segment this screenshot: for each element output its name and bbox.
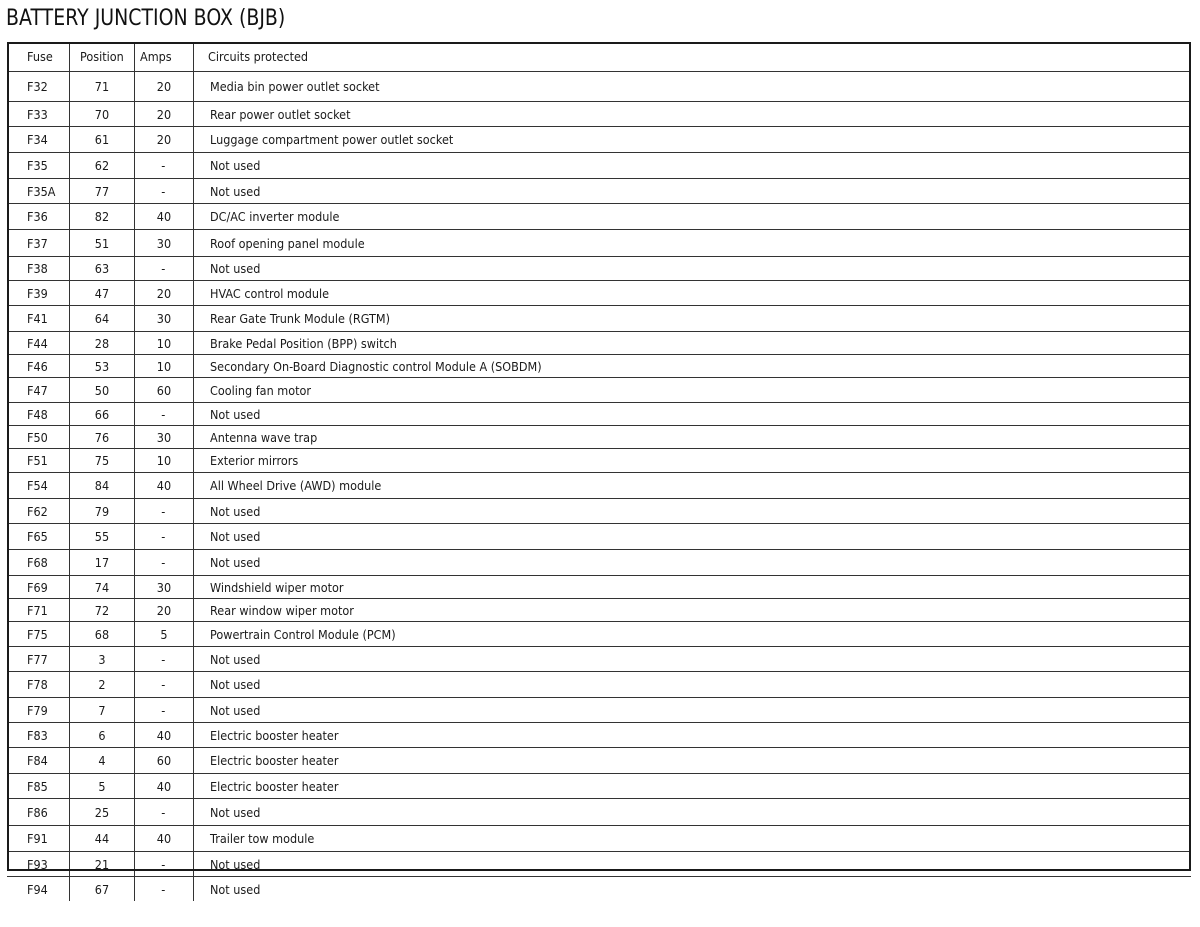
position-cell: 77 <box>69 179 134 204</box>
position-cell: 82 <box>69 204 134 230</box>
amps-cell: 10 <box>134 355 193 378</box>
fuse-cell: F35A <box>7 179 69 204</box>
circuit-cell: Secondary On-Board Diagnostic control Module A (SOBDM) <box>193 355 1191 378</box>
circuit-cell: All Wheel Drive (AWD) module <box>193 473 1191 499</box>
fuse-cell: F33 <box>7 102 69 127</box>
circuit-cell: Not used <box>193 257 1191 281</box>
circuit-cell: Antenna wave trap <box>193 426 1191 449</box>
amps-cell: - <box>134 852 193 877</box>
circuit-cell: Not used <box>193 550 1191 576</box>
fuse-cell: F93 <box>7 852 69 877</box>
column-header-circuits: Circuits protected <box>193 42 1191 72</box>
amps-cell: - <box>134 877 193 902</box>
amps-cell: - <box>134 524 193 550</box>
amps-cell: 30 <box>134 306 193 332</box>
table-border <box>7 42 1191 871</box>
circuit-cell: Roof opening panel module <box>193 230 1191 257</box>
position-cell: 4 <box>69 748 134 774</box>
circuit-cell: Electric booster heater <box>193 774 1191 799</box>
position-cell: 68 <box>69 622 134 647</box>
fuse-cell: F51 <box>7 449 69 473</box>
position-cell: 25 <box>69 799 134 826</box>
position-cell: 71 <box>69 72 134 102</box>
position-cell: 50 <box>69 378 134 403</box>
fuse-cell: F41 <box>7 306 69 332</box>
circuit-cell: Exterior mirrors <box>193 449 1191 473</box>
position-cell: 7 <box>69 698 134 723</box>
position-cell: 5 <box>69 774 134 799</box>
fuse-cell: F47 <box>7 378 69 403</box>
position-cell: 67 <box>69 877 134 902</box>
amps-cell: - <box>134 257 193 281</box>
fuse-cell: F86 <box>7 799 69 826</box>
amps-cell: 20 <box>134 281 193 306</box>
amps-cell: 20 <box>134 599 193 622</box>
fuse-cell: F36 <box>7 204 69 230</box>
circuit-cell: Trailer tow module <box>193 826 1191 852</box>
circuit-cell: Rear window wiper motor <box>193 599 1191 622</box>
fuse-cell: F91 <box>7 826 69 852</box>
position-cell: 62 <box>69 153 134 179</box>
circuit-cell: Electric booster heater <box>193 723 1191 748</box>
circuit-cell: Luggage compartment power outlet socket <box>193 127 1191 153</box>
circuit-cell: Not used <box>193 499 1191 524</box>
position-cell: 17 <box>69 550 134 576</box>
circuit-cell: Windshield wiper motor <box>193 576 1191 599</box>
amps-cell: 20 <box>134 127 193 153</box>
fuse-cell: F84 <box>7 748 69 774</box>
position-cell: 61 <box>69 127 134 153</box>
circuit-cell: Rear power outlet socket <box>193 102 1191 127</box>
amps-cell: 40 <box>134 204 193 230</box>
amps-cell: 60 <box>134 378 193 403</box>
position-cell: 75 <box>69 449 134 473</box>
amps-cell: 40 <box>134 723 193 748</box>
fuse-cell: F94 <box>7 877 69 902</box>
fuse-cell: F48 <box>7 403 69 426</box>
position-cell: 6 <box>69 723 134 748</box>
circuit-cell: Electric booster heater <box>193 748 1191 774</box>
fuse-cell: F35 <box>7 153 69 179</box>
fuse-cell: F44 <box>7 332 69 355</box>
position-cell: 76 <box>69 426 134 449</box>
column-header-fuse: Fuse <box>7 42 69 72</box>
amps-cell: 10 <box>134 332 193 355</box>
fuse-cell: F50 <box>7 426 69 449</box>
fuse-cell: F32 <box>7 72 69 102</box>
position-cell: 66 <box>69 403 134 426</box>
fuse-cell: F69 <box>7 576 69 599</box>
amps-cell: - <box>134 550 193 576</box>
fuse-cell: F83 <box>7 723 69 748</box>
fuse-cell: F38 <box>7 257 69 281</box>
position-cell: 3 <box>69 647 134 672</box>
position-cell: 55 <box>69 524 134 550</box>
amps-cell: - <box>134 179 193 204</box>
position-cell: 64 <box>69 306 134 332</box>
circuit-cell: Not used <box>193 852 1191 877</box>
circuit-cell: Not used <box>193 524 1191 550</box>
circuit-cell: Brake Pedal Position (BPP) switch <box>193 332 1191 355</box>
position-cell: 21 <box>69 852 134 877</box>
amps-cell: 30 <box>134 576 193 599</box>
table-row <box>7 877 1191 902</box>
fuse-cell: F85 <box>7 774 69 799</box>
fuse-cell: F39 <box>7 281 69 306</box>
fuse-cell: F37 <box>7 230 69 257</box>
circuit-cell: DC/AC inverter module <box>193 204 1191 230</box>
circuit-cell: Not used <box>193 153 1191 179</box>
position-cell: 79 <box>69 499 134 524</box>
amps-cell: 10 <box>134 449 193 473</box>
position-cell: 53 <box>69 355 134 378</box>
circuit-cell: Rear Gate Trunk Module (RGTM) <box>193 306 1191 332</box>
fuse-cell: F46 <box>7 355 69 378</box>
amps-cell: - <box>134 153 193 179</box>
circuit-cell: Not used <box>209 881 260 897</box>
circuit-cell: Powertrain Control Module (PCM) <box>193 622 1191 647</box>
fuse-cell: F54 <box>7 473 69 499</box>
amps-cell: - <box>134 672 193 698</box>
fuse-cell: F65 <box>7 524 69 550</box>
amps-cell: - <box>134 499 193 524</box>
circuit-cell: Media bin power outlet socket <box>193 72 1191 102</box>
fuse-cell: F71 <box>7 599 69 622</box>
amps-cell: - <box>134 647 193 672</box>
position-cell: 44 <box>69 826 134 852</box>
position-cell: 63 <box>69 257 134 281</box>
circuit-cell: Not used <box>193 647 1191 672</box>
circuit-cell: Not used <box>193 403 1191 426</box>
position-cell: 47 <box>69 281 134 306</box>
amps-cell: 40 <box>134 826 193 852</box>
position-cell: 72 <box>69 599 134 622</box>
position-cell: 84 <box>69 473 134 499</box>
circuit-cell: Not used <box>193 698 1191 723</box>
position-cell: 28 <box>69 332 134 355</box>
circuit-cell: Cooling fan motor <box>193 378 1191 403</box>
fuse-cell: F34 <box>7 127 69 153</box>
amps-cell: 60 <box>134 748 193 774</box>
amps-cell: 20 <box>134 72 193 102</box>
fuse-cell: F75 <box>7 622 69 647</box>
amps-cell: 5 <box>134 622 193 647</box>
column-header-position: Position <box>69 42 134 72</box>
position-cell: 51 <box>69 230 134 257</box>
fuse-cell: F79 <box>7 698 69 723</box>
amps-cell: - <box>134 799 193 826</box>
amps-cell: 20 <box>134 102 193 127</box>
circuit-cell: Not used <box>193 799 1191 826</box>
amps-cell: - <box>134 698 193 723</box>
amps-cell: 30 <box>134 230 193 257</box>
circuit-cell: HVAC control module <box>193 281 1191 306</box>
fuse-cell: F62 <box>7 499 69 524</box>
position-cell: 2 <box>69 672 134 698</box>
amps-cell: 40 <box>134 473 193 499</box>
circuit-cell: Not used <box>193 672 1191 698</box>
fuse-cell: F77 <box>7 647 69 672</box>
page-title: BATTERY JUNCTION BOX (BJB) <box>6 6 286 31</box>
fuse-cell: F68 <box>7 550 69 576</box>
position-cell: 74 <box>69 576 134 599</box>
amps-cell: 40 <box>134 774 193 799</box>
fuse-cell: F78 <box>7 672 69 698</box>
amps-cell: 30 <box>134 426 193 449</box>
position-cell: 70 <box>69 102 134 127</box>
column-header-amps: Amps <box>134 42 193 72</box>
circuit-cell: Not used <box>193 179 1191 204</box>
amps-cell: - <box>134 403 193 426</box>
